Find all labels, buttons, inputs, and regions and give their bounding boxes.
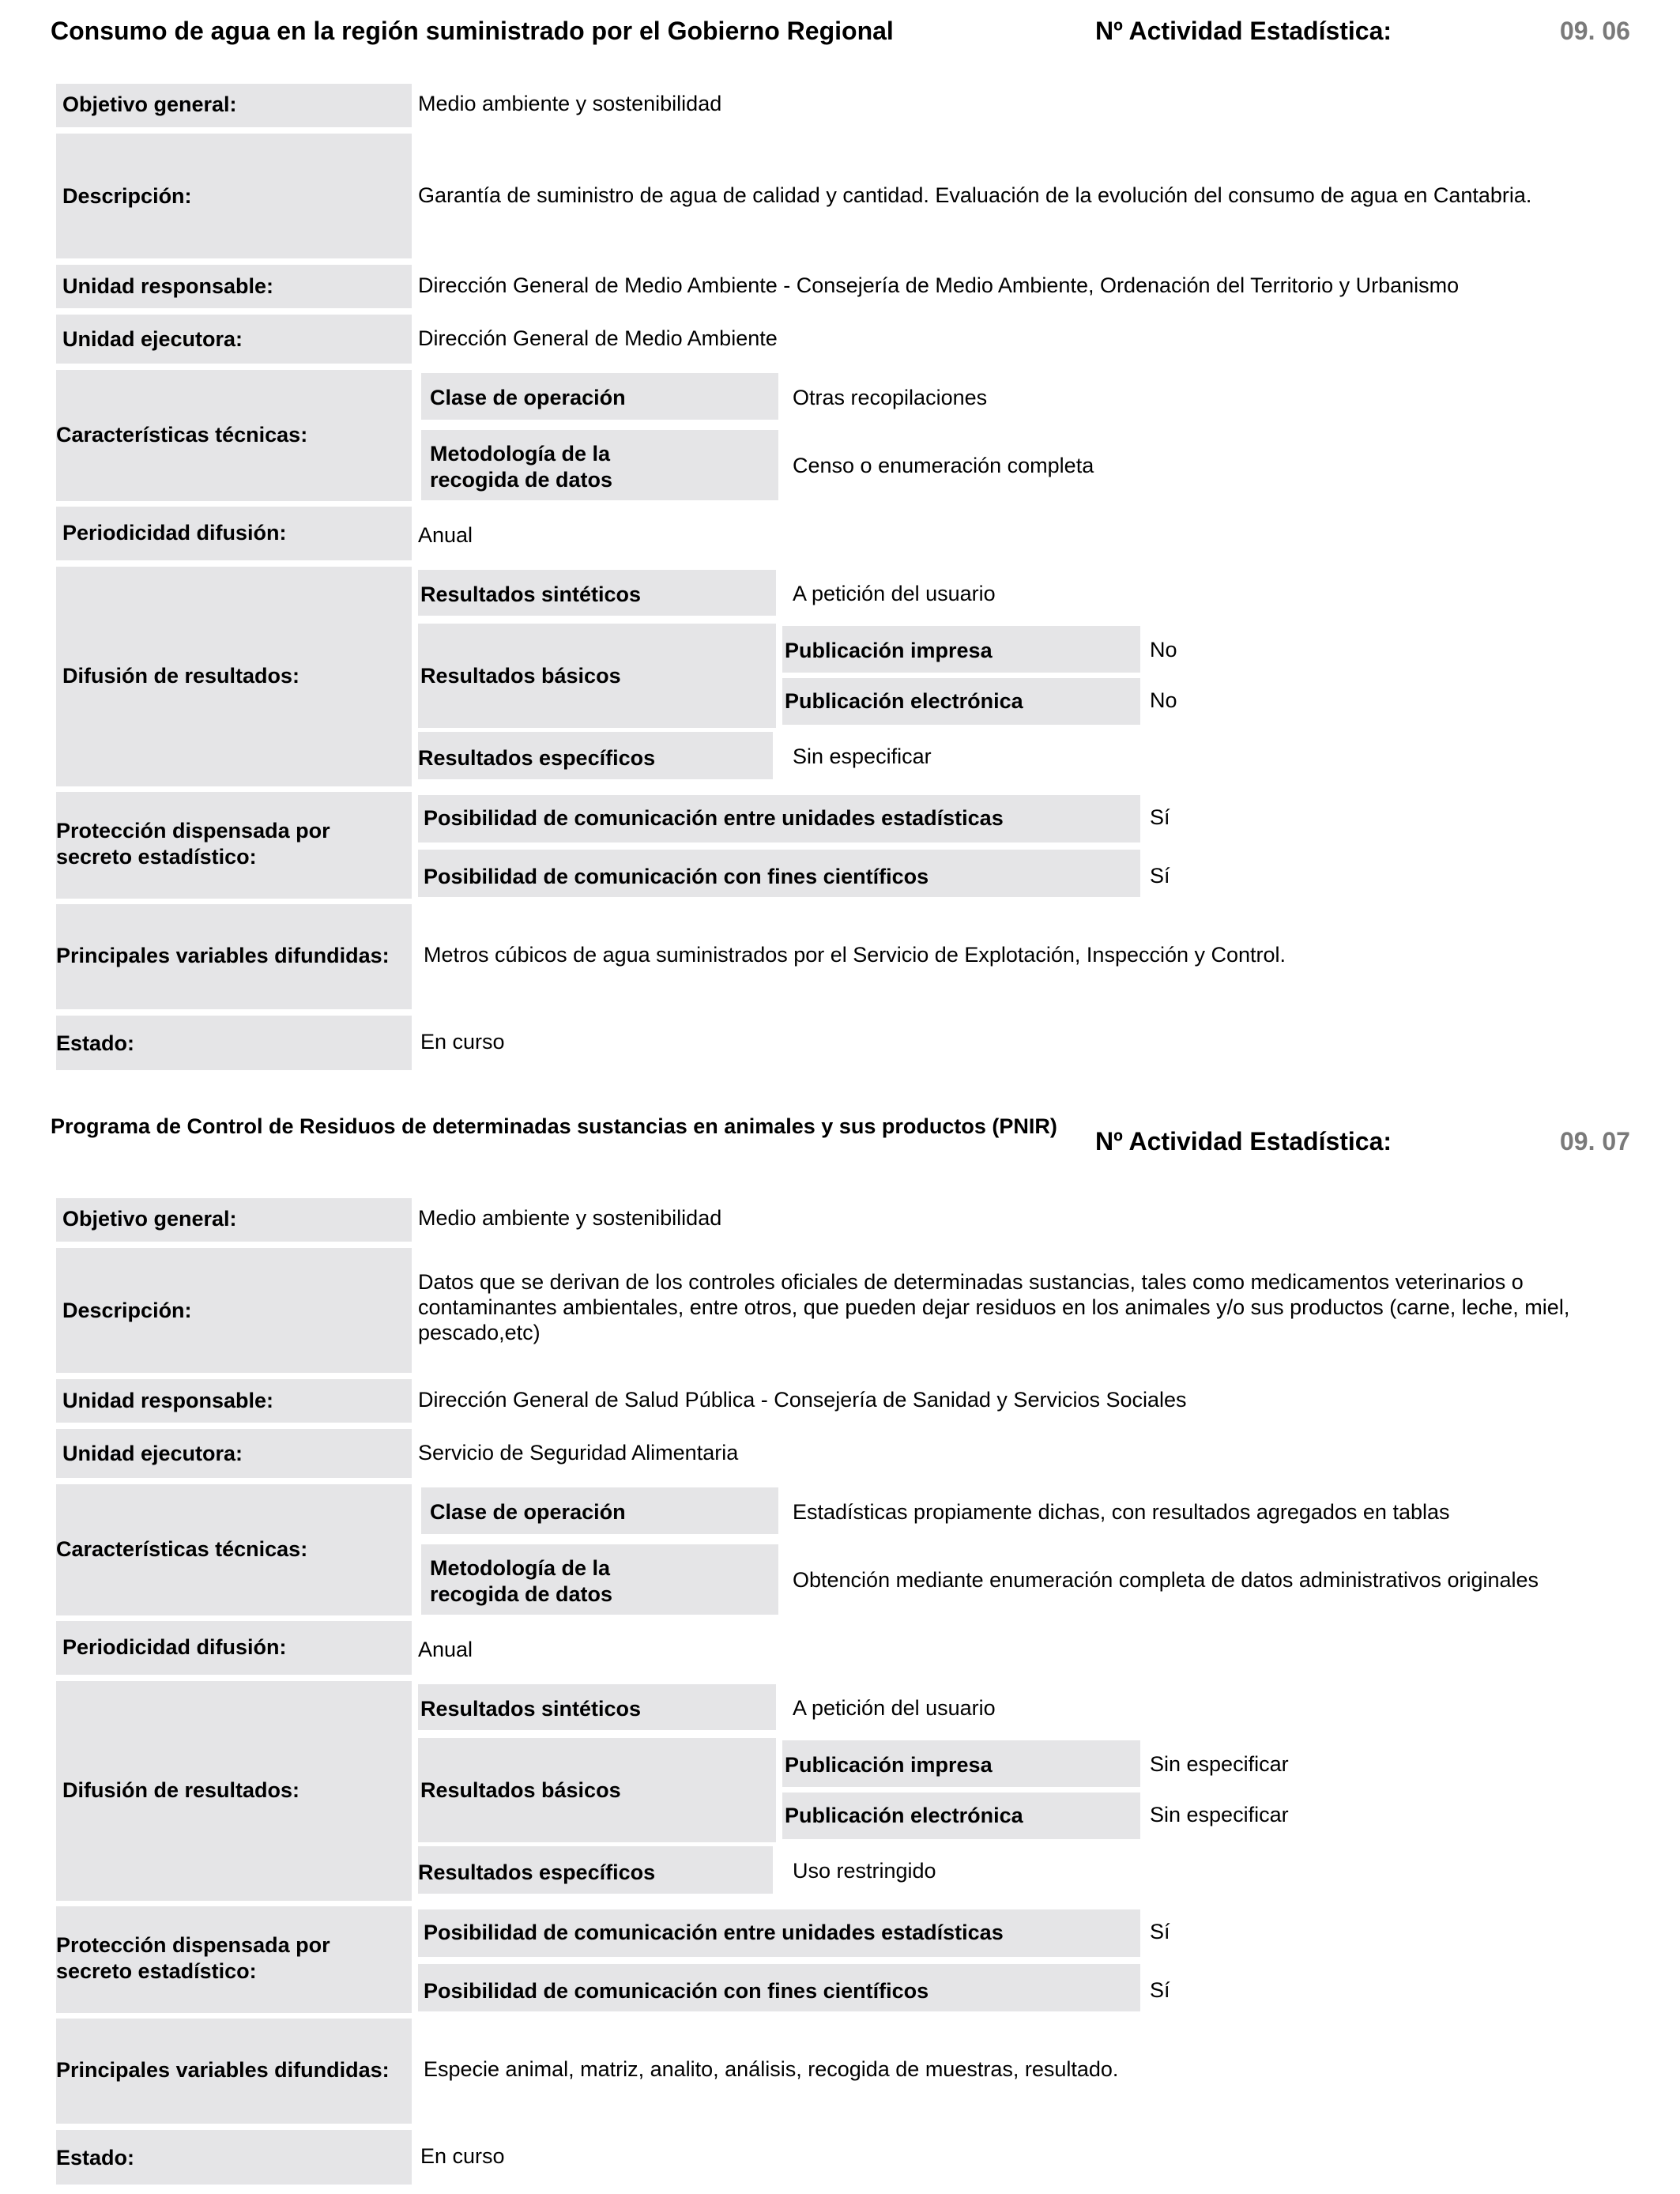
caracteristicas-label: Características técnicas: <box>56 1537 308 1561</box>
unidad-ejecutora-label: Unidad ejecutora: <box>62 327 243 351</box>
metodologia-label: Metodología de la recogida de datos <box>430 442 613 492</box>
variables-label: Principales variables difundidas: <box>56 944 390 967</box>
estado-label: Estado: <box>56 1031 135 1055</box>
difusion-label: Difusión de resultados: <box>62 1778 300 1802</box>
pos-cientificos-value: Sí <box>1150 1978 1170 2002</box>
unidad-ejecutora-value: Dirección General de Medio Ambiente <box>418 326 778 350</box>
res-especificos-value: Uso restringido <box>793 1859 936 1883</box>
res-sinteticos-value: A petición del usuario <box>793 1696 996 1720</box>
unidad-responsable-label: Unidad responsable: <box>62 274 274 298</box>
metodologia-value: Obtención mediante enumeración completa de datos administrativos originales <box>793 1568 1539 1592</box>
periodicidad-value: Anual <box>418 523 473 547</box>
activity-number-label: Nº Actividad Estadística: <box>1095 1127 1392 1155</box>
pub-impresa-label: Publicación impresa <box>785 1753 993 1777</box>
clase-operacion-value: Otras recopilaciones <box>793 386 988 409</box>
unidad-responsable-value: Dirección General de Medio Ambiente - Consejería de Medio Ambiente, Ordenación del Territorio y Urbanismo <box>418 273 1460 297</box>
periodicidad-label: Periodicidad difusión: <box>62 521 287 545</box>
objetivo-label: Objetivo general: <box>62 92 237 116</box>
activity-number: 09. 06 <box>1560 17 1630 45</box>
pub-impresa-value: Sin especificar <box>1150 1752 1289 1776</box>
pub-impresa-value: No <box>1150 638 1177 662</box>
pos-unidades-value: Sí <box>1150 1920 1170 1943</box>
clase-operacion-label: Clase de operación <box>430 386 626 409</box>
objetivo-value: Medio ambiente y sostenibilidad <box>418 1206 722 1230</box>
estado-value: En curso <box>420 2144 505 2168</box>
res-sinteticos-label: Resultados sintéticos <box>420 1697 642 1721</box>
res-especificos-label: Resultados específicos <box>418 1860 656 1884</box>
objetivo-value: Medio ambiente y sostenibilidad <box>418 92 722 115</box>
pos-unidades-label: Posibilidad de comunicación entre unidades estadísticas <box>424 806 1004 830</box>
variables-value: Metros cúbicos de agua suministrados por el Servicio de Explotación, Inspección y Control. <box>424 943 1286 967</box>
pos-unidades-value: Sí <box>1150 805 1170 829</box>
unidad-ejecutora-value: Servicio de Seguridad Alimentaria <box>418 1441 739 1465</box>
activity-title: Programa de Control de Residuos de determinadas sustancias en animales y sus productos (PNIR) <box>51 1114 1057 1138</box>
clase-operacion-label: Clase de operación <box>430 1500 626 1524</box>
pos-cientificos-label: Posibilidad de comunicación con fines científicos <box>424 1979 929 2003</box>
pos-unidades-label: Posibilidad de comunicación entre unidades estadísticas <box>424 1921 1004 1944</box>
pub-electronica-label: Publicación electrónica <box>785 689 1023 713</box>
proteccion-label: Protección dispensada por secreto estadístico: <box>56 1933 330 1983</box>
res-especificos-label: Resultados específicos <box>418 746 656 770</box>
metodologia-value: Censo o enumeración completa <box>793 454 1094 477</box>
activity-block <box>0 1114 1680 2194</box>
caracteristicas-label: Características técnicas: <box>56 423 308 447</box>
periodicidad-label: Periodicidad difusión: <box>62 1635 287 1659</box>
pub-electronica-label: Publicación electrónica <box>785 1804 1023 1827</box>
activity-block <box>0 0 1680 1091</box>
objetivo-label: Objetivo general: <box>62 1207 237 1231</box>
estado-value: En curso <box>420 1030 505 1054</box>
difusion-label: Difusión de resultados: <box>62 664 300 688</box>
activity-title: Consumo de agua en la región suministrado por el Gobierno Regional <box>51 17 894 45</box>
proteccion-label: Protección dispensada por secreto estadístico: <box>56 819 330 869</box>
clase-operacion-value: Estadísticas propiamente dichas, con resultados agregados en tablas <box>793 1500 1450 1524</box>
variables-label: Principales variables difundidas: <box>56 2058 390 2082</box>
pos-cientificos-value: Sí <box>1150 864 1170 888</box>
activity-number-label: Nº Actividad Estadística: <box>1095 17 1392 45</box>
res-basicos-label: Resultados básicos <box>420 664 621 688</box>
unidad-responsable-value: Dirección General de Salud Pública - Consejería de Sanidad y Servicios Sociales <box>418 1388 1187 1412</box>
estado-label: Estado: <box>56 2146 135 2169</box>
res-basicos-label: Resultados básicos <box>420 1778 621 1802</box>
metodologia-label: Metodología de la recogida de datos <box>430 1556 613 1606</box>
descripcion-value: Datos que se derivan de los controles oficiales de determinadas sustancias, tales como medicamentos veterinarios o contaminantes ambientales, entre otros, que pueden dejar residuos en los animales y/o sus productos (carne, leche, miel, pescado,etc) <box>418 1270 1570 1344</box>
descripcion-label: Descripción: <box>62 184 192 208</box>
descripcion-value: Garantía de suministro de agua de calidad y cantidad. Evaluación de la evolución del consumo de agua en Cantabria. <box>418 183 1532 207</box>
res-especificos-value: Sin especificar <box>793 745 932 768</box>
activity-number: 09. 07 <box>1560 1127 1630 1155</box>
pos-cientificos-label: Posibilidad de comunicación con fines científicos <box>424 865 929 888</box>
variables-value: Especie animal, matriz, analito, análisis, recogida de muestras, resultado. <box>424 2057 1119 2081</box>
pub-electronica-value: Sin especificar <box>1150 1803 1289 1826</box>
res-sinteticos-value: A petición del usuario <box>793 582 996 605</box>
pub-impresa-label: Publicación impresa <box>785 639 993 662</box>
periodicidad-value: Anual <box>418 1638 473 1661</box>
unidad-responsable-label: Unidad responsable: <box>62 1389 274 1412</box>
pub-electronica-value: No <box>1150 688 1177 712</box>
unidad-ejecutora-label: Unidad ejecutora: <box>62 1442 243 1465</box>
res-sinteticos-label: Resultados sintéticos <box>420 582 642 606</box>
descripcion-label: Descripción: <box>62 1299 192 1322</box>
